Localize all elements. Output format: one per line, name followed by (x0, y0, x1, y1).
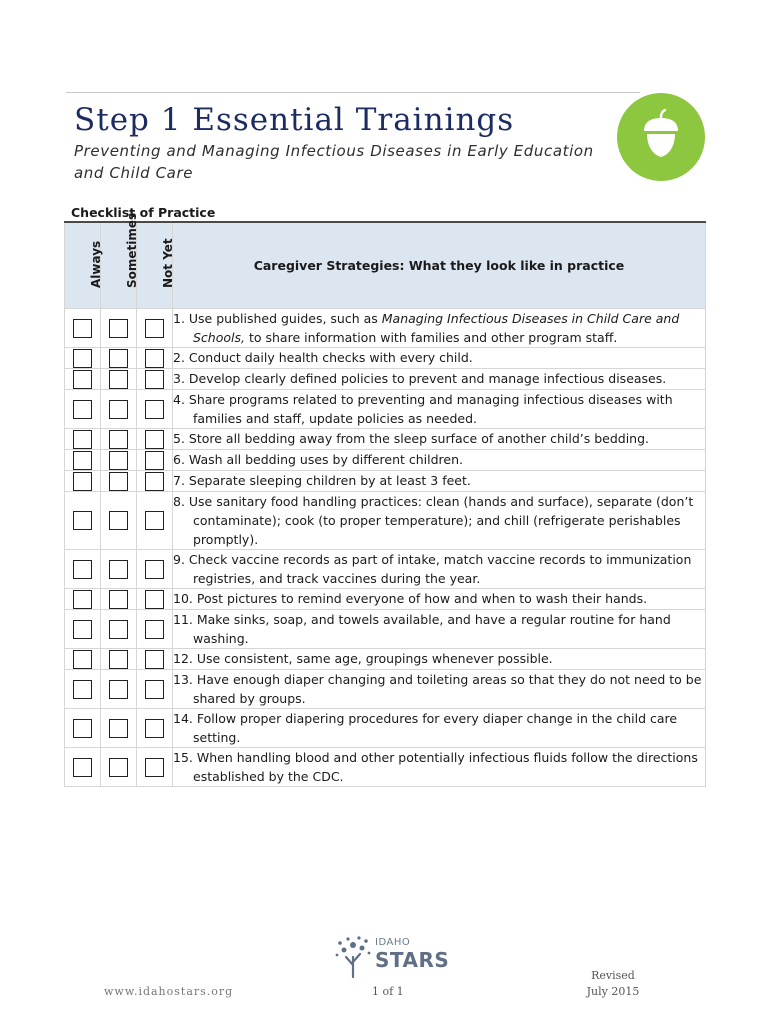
checkbox-sometimes[interactable] (109, 370, 128, 389)
checkbox-not-yet[interactable] (145, 511, 164, 530)
cell-always (65, 491, 101, 549)
footer-url: www.idahostars.org (104, 985, 234, 998)
checkbox-sometimes[interactable] (109, 590, 128, 609)
strategy-item: 9. Check vaccine records as part of intake, match vaccine records to immunization registries, and track vaccines during the year. (173, 551, 692, 586)
checkbox-sometimes[interactable] (109, 758, 128, 777)
cell-always (65, 449, 101, 470)
checkbox-always[interactable] (73, 620, 92, 639)
cell-sometimes (101, 470, 137, 491)
checkbox-always[interactable] (73, 590, 92, 609)
cell-not-yet (137, 747, 173, 786)
page-number: 1 of 1 (372, 985, 404, 998)
checkbox-not-yet[interactable] (145, 451, 164, 470)
strategy-item: 7. Separate sleeping children by at least 3 feet. (173, 473, 471, 488)
checkbox-always[interactable] (73, 719, 92, 738)
checkbox-always[interactable] (73, 472, 92, 491)
checkbox-always[interactable] (73, 451, 92, 470)
strategy-text (173, 389, 706, 428)
cell-always (65, 648, 101, 669)
tree-stars-icon (333, 935, 373, 979)
top-divider (66, 92, 640, 93)
cell-always (65, 708, 101, 747)
checkbox-always[interactable] (73, 400, 92, 419)
strategy-text (173, 708, 706, 747)
cell-always (65, 470, 101, 491)
cell-not-yet (137, 669, 173, 708)
strategy-item: 1. Use published guides, such as Managing Infectious Diseases in Child Care and Schools, to share information with families and other program staff. (173, 310, 680, 345)
checklist-row (65, 669, 706, 708)
checkbox-not-yet[interactable] (145, 560, 164, 579)
cell-sometimes (101, 428, 137, 449)
column-sometimes: Sometimes (101, 222, 137, 308)
strategy-item: 3. Develop clearly defined policies to prevent and manage infectious diseases. (173, 371, 667, 386)
cell-sometimes (101, 609, 137, 648)
checkbox-sometimes[interactable] (109, 400, 128, 419)
revised-date: July 2015 (586, 985, 640, 998)
cell-always (65, 347, 101, 368)
cell-sometimes (101, 368, 137, 389)
strategy-item: 6. Wash all bedding uses by different children. (173, 452, 464, 467)
strategy-item: 4. Share programs related to preventing and managing infectious diseases with families and staff, update policies as needed. (173, 391, 673, 426)
document-title: Step 1 Essential Trainings (74, 102, 515, 138)
checklist-header-row (65, 222, 706, 308)
strategy-text (173, 648, 706, 669)
cell-not-yet (137, 708, 173, 747)
column-strategies: Caregiver Strategies: What they look like in practice (173, 222, 706, 308)
cell-always (65, 308, 101, 347)
cell-not-yet (137, 449, 173, 470)
strategy-item: 10. Post pictures to remind everyone of how and when to wash their hands. (173, 591, 648, 606)
checklist-row (65, 428, 706, 449)
checklist-heading: Checklist of Practice (71, 205, 216, 220)
cell-not-yet (137, 470, 173, 491)
cell-sometimes (101, 491, 137, 549)
strategy-text (173, 308, 706, 347)
guide-title: Managing Infectious Diseases in Child Care and Schools, (193, 310, 680, 345)
strategy-text (173, 588, 706, 609)
cell-not-yet (137, 389, 173, 428)
cell-sometimes (101, 347, 137, 368)
checkbox-always[interactable] (73, 650, 92, 669)
checkbox-sometimes[interactable] (109, 451, 128, 470)
logo-text-idaho: IDAHO (375, 937, 411, 948)
checkbox-not-yet[interactable] (145, 680, 164, 699)
checkbox-always[interactable] (73, 758, 92, 777)
strategy-text (173, 747, 706, 786)
cell-not-yet (137, 347, 173, 368)
cell-always (65, 368, 101, 389)
strategy-item: 13. Have enough diaper changing and toileting areas so that they do not need to be shared by groups. (173, 671, 702, 706)
checkbox-not-yet[interactable] (145, 719, 164, 738)
column-always: Always (65, 222, 101, 308)
cell-not-yet (137, 588, 173, 609)
cell-sometimes (101, 308, 137, 347)
logo-text-stars: STARS (375, 948, 450, 972)
strategy-text (173, 609, 706, 648)
checkbox-sometimes[interactable] (109, 319, 128, 338)
strategy-text (173, 368, 706, 389)
checkbox-not-yet[interactable] (145, 370, 164, 389)
checklist-row (65, 708, 706, 747)
checklist-row (65, 449, 706, 470)
strategy-item: 8. Use sanitary food handling practices: clean (hands and surface), separate (don’t contaminate); cook (to proper temperature); and chill (refrigerate perishables promptly). (173, 493, 694, 547)
acorn-icon (617, 93, 705, 181)
cell-sometimes (101, 648, 137, 669)
checklist-row (65, 491, 706, 549)
cell-sometimes (101, 389, 137, 428)
checklist-row (65, 308, 706, 347)
idaho-stars-logo (333, 935, 453, 979)
checklist-row (65, 347, 706, 368)
checkbox-not-yet[interactable] (145, 319, 164, 338)
strategy-item: 15. When handling blood and other potentially infectious fluids follow the directions established by the CDC. (173, 749, 698, 784)
checkbox-always[interactable] (73, 430, 92, 449)
cell-always (65, 747, 101, 786)
checkbox-not-yet[interactable] (145, 349, 164, 368)
checkbox-always[interactable] (73, 511, 92, 530)
checkbox-not-yet[interactable] (145, 758, 164, 777)
cell-sometimes (101, 669, 137, 708)
strategy-item: 14. Follow proper diapering procedures for every diaper change in the child care setting. (173, 710, 678, 745)
checklist-row (65, 588, 706, 609)
checkbox-not-yet[interactable] (145, 650, 164, 669)
cell-not-yet (137, 491, 173, 549)
checkbox-sometimes[interactable] (109, 620, 128, 639)
cell-always (65, 588, 101, 609)
checkbox-sometimes[interactable] (109, 430, 128, 449)
checklist-row (65, 747, 706, 786)
checkbox-sometimes[interactable] (109, 349, 128, 368)
checkbox-sometimes[interactable] (109, 472, 128, 491)
strategy-text (173, 549, 706, 588)
strategy-text (173, 470, 706, 491)
cell-not-yet (137, 428, 173, 449)
cell-sometimes (101, 549, 137, 588)
revision-note (578, 968, 648, 1000)
cell-always (65, 389, 101, 428)
checkbox-always[interactable] (73, 370, 92, 389)
strategy-text (173, 347, 706, 368)
checkbox-sometimes[interactable] (109, 650, 128, 669)
checklist-row (65, 389, 706, 428)
acorn-badge (617, 93, 705, 181)
checkbox-always[interactable] (73, 560, 92, 579)
checklist-row (65, 609, 706, 648)
checkbox-sometimes[interactable] (109, 719, 128, 738)
cell-always (65, 609, 101, 648)
checkbox-always[interactable] (73, 680, 92, 699)
cell-not-yet (137, 368, 173, 389)
checklist-row (65, 470, 706, 491)
checkbox-sometimes[interactable] (109, 511, 128, 530)
strategy-item: 11. Make sinks, soap, and towels available, and have a regular routine for hand washing. (173, 611, 671, 646)
strategy-item: 2. Conduct daily health checks with every child. (173, 350, 473, 365)
cell-sometimes (101, 747, 137, 786)
checklist-row (65, 648, 706, 669)
checkbox-not-yet[interactable] (145, 400, 164, 419)
cell-not-yet (137, 549, 173, 588)
checkbox-not-yet[interactable] (145, 620, 164, 639)
checkbox-not-yet[interactable] (145, 472, 164, 491)
checkbox-sometimes[interactable] (109, 680, 128, 699)
document-subtitle: Preventing and Managing Infectious Diseases in Early Education and Child Care (74, 142, 594, 182)
cell-not-yet (137, 308, 173, 347)
checkbox-not-yet[interactable] (145, 430, 164, 449)
checklist-row (65, 368, 706, 389)
checkbox-always[interactable] (73, 349, 92, 368)
strategy-text (173, 669, 706, 708)
strategy-text (173, 491, 706, 549)
cell-always (65, 428, 101, 449)
cell-sometimes (101, 449, 137, 470)
column-not-yet: Not Yet (137, 222, 173, 308)
cell-sometimes (101, 708, 137, 747)
cell-not-yet (137, 609, 173, 648)
revised-label: Revised (591, 969, 635, 982)
cell-always (65, 669, 101, 708)
strategy-text (173, 428, 706, 449)
cell-not-yet (137, 648, 173, 669)
checkbox-not-yet[interactable] (145, 590, 164, 609)
strategy-text (173, 449, 706, 470)
strategy-item: 12. Use consistent, same age, groupings whenever possible. (173, 651, 553, 666)
strategy-item: 5. Store all bedding away from the sleep surface of another child’s bedding. (173, 431, 650, 446)
checkbox-always[interactable] (73, 319, 92, 338)
cell-always (65, 549, 101, 588)
checkbox-sometimes[interactable] (109, 560, 128, 579)
checklist-row (65, 549, 706, 588)
cell-sometimes (101, 588, 137, 609)
